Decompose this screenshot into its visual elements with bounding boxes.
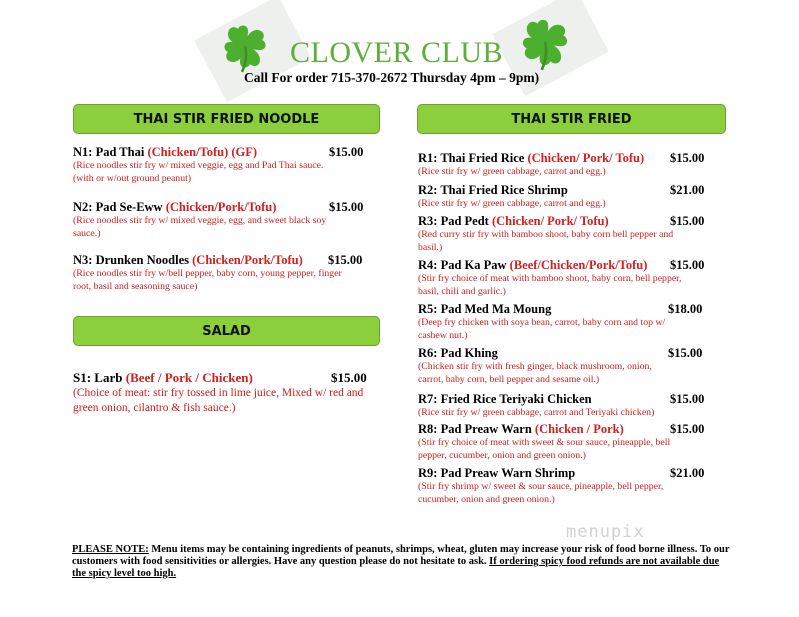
item-price: $15.00: [670, 214, 705, 228]
section-header-salad: SALAD: [73, 316, 380, 346]
page-title: CLOVER CLUB: [290, 36, 504, 69]
item-options: (Beef/Chicken/Pork/Tofu): [509, 258, 648, 272]
item-description: (Rice noodles stir fry w/ mixed veggie, egg, and sweet black soy sauce.): [73, 215, 327, 239]
item-name: R1: Thai Fried Rice: [418, 151, 528, 165]
item-description: (Chicken stir fry with fresh ginger, black mushroom, onion, carrot, baby corn, bell pepper and sesame oil.): [418, 361, 652, 385]
item-price: $15.00: [670, 151, 705, 165]
item-name: N2: Pad Se-Eww: [73, 200, 166, 214]
item-name: R8: Pad Preaw Warn: [418, 422, 535, 436]
item-price: $18.00: [668, 302, 703, 316]
item-name: R6: Pad Khing: [418, 346, 498, 360]
item-description: (Rice stir fry w/ green cabbage, carrot and Teriyaki chicken): [418, 407, 655, 418]
menu-item-r1: [418, 150, 728, 179]
item-description: (Rice stir fry w/ green cabbage, carrot and egg.): [418, 166, 606, 177]
item-options: (Chicken/ Pork/ Tofu): [491, 214, 609, 228]
item-name: N1: Pad Thai: [73, 145, 148, 159]
note-label: PLEASE NOTE:: [72, 544, 149, 555]
item-description: (Red curry stir fry with bamboo shoot, baby corn bell pepper and basil.): [418, 229, 674, 253]
item-price: $15.00: [670, 258, 705, 272]
menu-item-r8: [418, 421, 728, 462]
item-options: (Chicken/Tofu) (GF): [147, 145, 258, 159]
menupix-watermark: menupix: [566, 522, 645, 542]
item-name: R9: Pad Preaw Warn Shrimp: [418, 466, 576, 480]
menu-item-s1: [73, 370, 383, 416]
item-options: (Chicken/Pork/Tofu): [192, 253, 303, 267]
menu-item-n2: [73, 199, 383, 240]
note-refund: If ordering spicy food refunds are not available due the spicy level too high.: [72, 556, 720, 579]
item-name: R7: Fried Rice Teriyaki Chicken: [418, 392, 592, 406]
section-header-noodle: THAI STIR FRIED NOODLE: [73, 104, 380, 134]
item-price: $21.00: [670, 466, 705, 480]
menu-item-n3: [73, 252, 383, 293]
item-price: $21.00: [670, 183, 705, 197]
item-options: (Chicken/Pork/Tofu): [165, 200, 277, 214]
item-price: $15.00: [329, 200, 364, 214]
menu-item-r5: [418, 301, 728, 342]
item-description: (Choice of meat: stir fry tossed in lime juice, Mixed w/ red and green onion, cilantro & fish sauce.): [73, 387, 364, 414]
menu-item-r3: [418, 213, 728, 254]
item-name: N3: Drunken Noodles: [73, 253, 193, 267]
item-price: $15.00: [331, 370, 367, 385]
item-name: R3: Pad Pedt: [418, 214, 492, 228]
item-description: (Deep fry chicken with soya bean, carrot, baby corn and top w/ cashew nut.): [418, 317, 666, 341]
item-description: (Rice stir fry w/ green cabbage, carrot and egg.): [418, 198, 606, 209]
item-price: $15.00: [670, 422, 705, 436]
menu-item-n1: [73, 144, 383, 185]
please-note: [72, 544, 732, 580]
menu-item-r7: [418, 391, 728, 420]
item-description: (Stir fry shrimp w/ sweet & sour sauce, pineapple, bell pepper, cucumber, onion and green onion.): [418, 481, 664, 505]
item-name: R2: Thai Fried Rice Shrimp: [418, 183, 568, 197]
menu-item-r6: [418, 345, 728, 386]
item-name: R5: Pad Med Ma Moung: [418, 302, 552, 316]
item-price: $15.00: [668, 346, 703, 360]
item-description: (Rice noodles stir fry w/bell pepper, baby corn, young pepper, finger root, basil and seasoning sauce): [73, 268, 342, 292]
item-options: (Beef / Pork / Chicken): [125, 370, 253, 385]
menu-item-r9: [418, 465, 728, 506]
note-body: Menu items may be containing ingredients of peanuts, shrimps, wheat, gluten may increase your risk of food borne illness. To our customers with food sensitivities or allergies. Have any question please do not hesitate to ask.: [72, 544, 730, 567]
item-options: (Chicken/ Pork/ Tofu): [527, 151, 645, 165]
item-description: (Stir fry choice of meat with bamboo shoot, baby corn, bell pepper, basil, chili and garlic.): [418, 273, 682, 297]
item-name: S1: Larb: [73, 370, 126, 385]
item-description: (Rice noodles stir fry w/ mixed veggie, egg and Pad Thai sauce. (with or w/out ground peanut): [73, 160, 324, 184]
item-name: R4: Pad Ka Paw: [418, 258, 510, 272]
item-description: (Stir fry choice of meat with sweet & sour sauce, pineapple, bell pepper, cucumber, onion and green onion.): [418, 437, 671, 461]
section-header-stir-fried: THAI STIR FRIED: [417, 104, 726, 134]
item-price: $15.00: [329, 145, 364, 159]
call-order-line: Call For order 715-370-2672 Thursday 4pm – 9pm): [244, 70, 540, 85]
shamrock-icon-right: [516, 14, 574, 72]
item-options: (Chicken / Pork): [534, 422, 624, 436]
item-price: $15.00: [670, 392, 705, 406]
menu-item-r4: [418, 257, 728, 298]
menu-item-r2: [418, 182, 728, 211]
shamrock-icon-left: [218, 20, 272, 74]
item-price: $15.00: [328, 253, 363, 267]
